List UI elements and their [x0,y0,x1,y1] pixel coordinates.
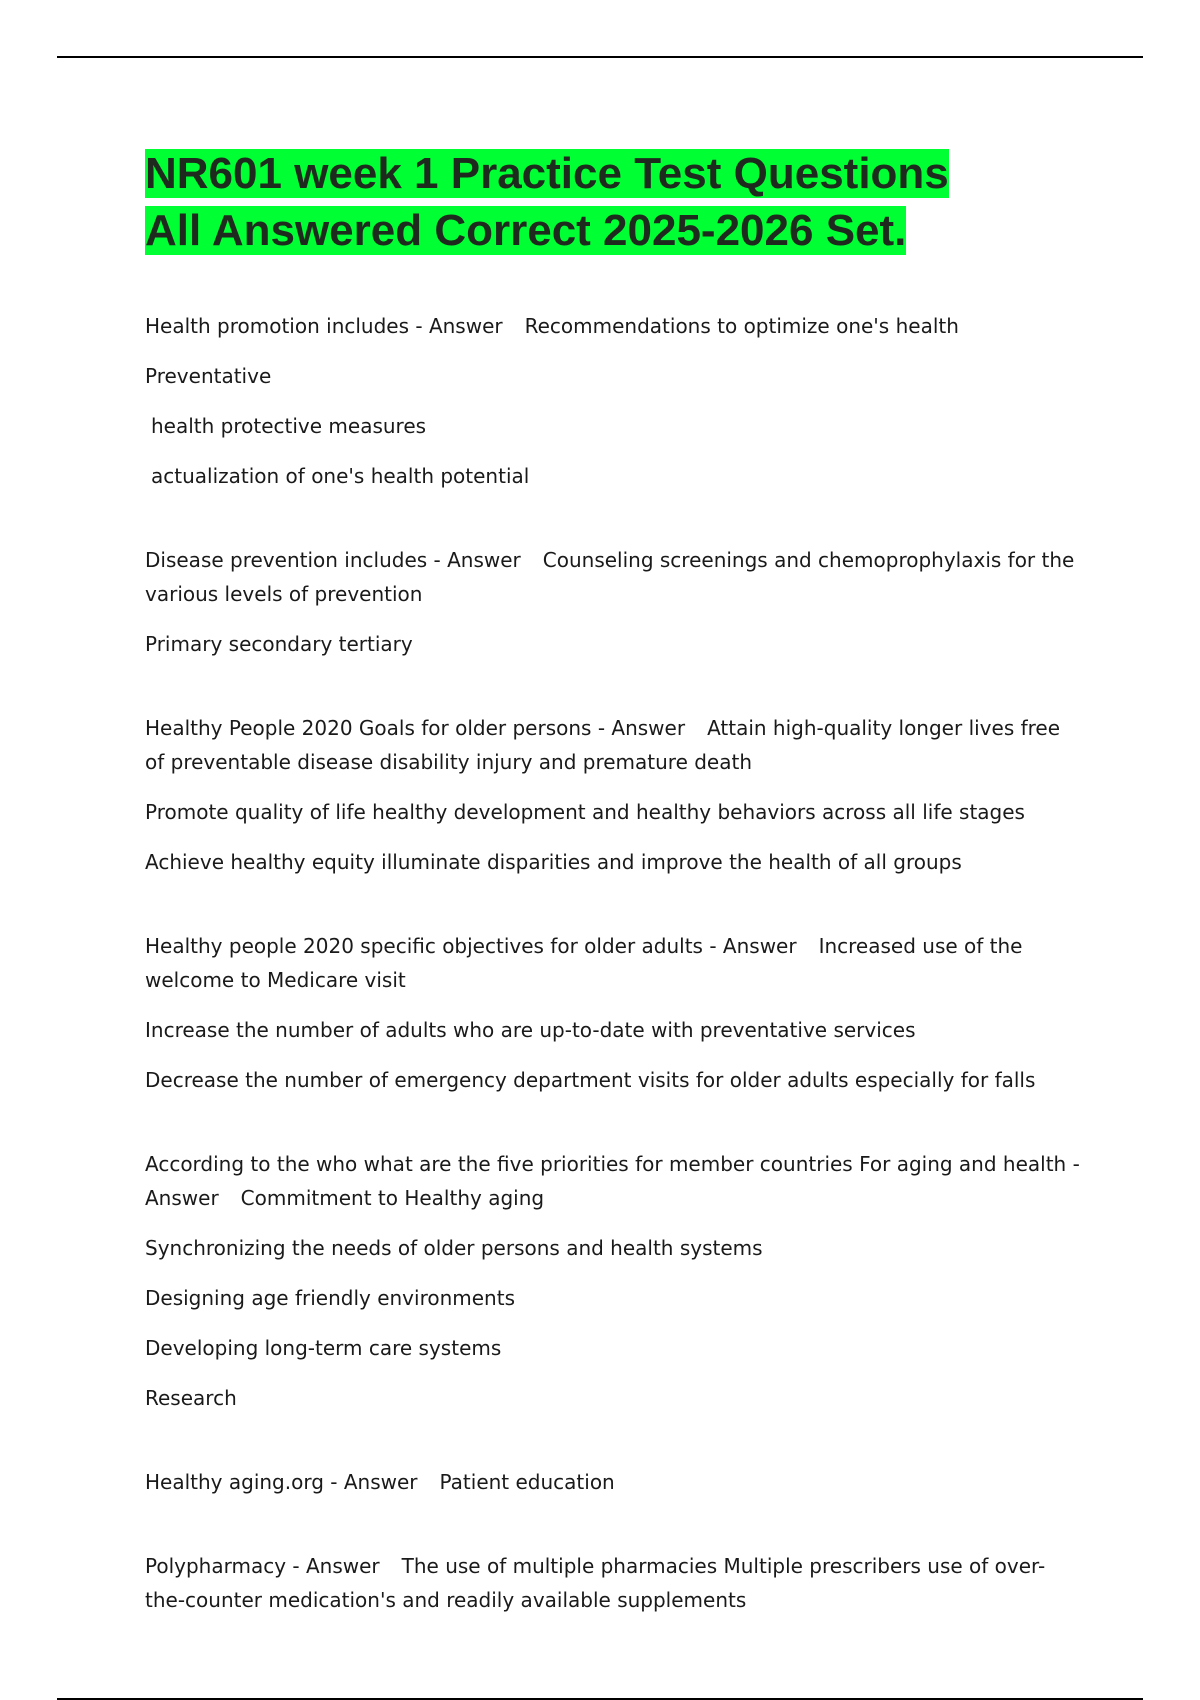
question-line [145,543,1080,611]
title-highlight-line-1: NR601 week 1 Practice Test Questions [145,149,949,198]
answer-detail: Increase the number of adults who are up-to-date with preventative services [145,1018,916,1042]
question-prompt: Health promotion includes - Answer [145,314,503,338]
answer-detail: Primary secondary tertiary [145,632,413,656]
question-prompt: Polypharmacy - Answer [145,1554,380,1578]
question-answer: Increased use of the welcome to Medicare visit [145,934,1023,992]
question-prompt: Disease prevention includes - Answer [145,548,521,572]
question-prompt: Healthy People 2020 Goals for older persons - Answer [145,716,686,740]
question-answer: Attain high-quality longer lives free of preventable disease disability injury and premature death [145,716,1061,774]
question-answer: The use of multiple pharmacies Multiple prescribers use of over-the-counter medication's and readily available supplements [145,1554,1046,1612]
qa-item [145,543,1080,661]
qa-item [145,1549,1080,1617]
qa-item [145,309,1080,493]
question-line [145,1549,1080,1617]
question-prompt: Healthy aging.org - Answer [145,1470,418,1494]
question-answer: Recommendations to optimize one's health [524,314,959,338]
question-line [145,1465,1080,1499]
qa-item [145,929,1080,1097]
question-answer: Counseling screenings and chemoprophylaxis for the various levels of prevention [145,548,1075,606]
question-line [145,929,1080,997]
qa-item [145,1147,1080,1415]
answer-detail: Promote quality of life healthy development and healthy behaviors across all life stages [145,800,1025,824]
answer-detail: Decrease the number of emergency department visits for older adults especially for falls [145,1068,1036,1092]
question-line [145,309,1080,343]
answer-detail: Preventative [145,364,272,388]
question-line [145,711,1080,779]
answer-detail: Research [145,1386,237,1410]
document-body [145,145,1080,1698]
answer-detail: actualization of one's health potential [151,464,530,488]
question-prompt: Healthy people 2020 specific objectives for older adults - Answer [145,934,797,958]
answer-detail: Developing long-term care systems [145,1336,502,1360]
qa-item [145,1465,1080,1499]
answer-detail: Achieve healthy equity illuminate disparities and improve the health of all groups [145,850,962,874]
qa-item [145,711,1080,879]
answer-detail: Synchronizing the needs of older persons and health systems [145,1236,763,1260]
header-rule [57,56,1143,58]
question-line [145,1147,1080,1215]
answer-detail: health protective measures [151,414,427,438]
question-answer: Patient education [439,1470,615,1494]
document-title [145,145,1080,259]
title-highlight-line-2: All Answered Correct 2025-2026 Set. [145,206,907,255]
answer-detail: Designing age friendly environments [145,1286,515,1310]
question-prompt: According to the who what are the five priorities for member countries For aging and health - Answer [145,1152,1080,1210]
question-answer: Commitment to Healthy aging [240,1186,545,1210]
